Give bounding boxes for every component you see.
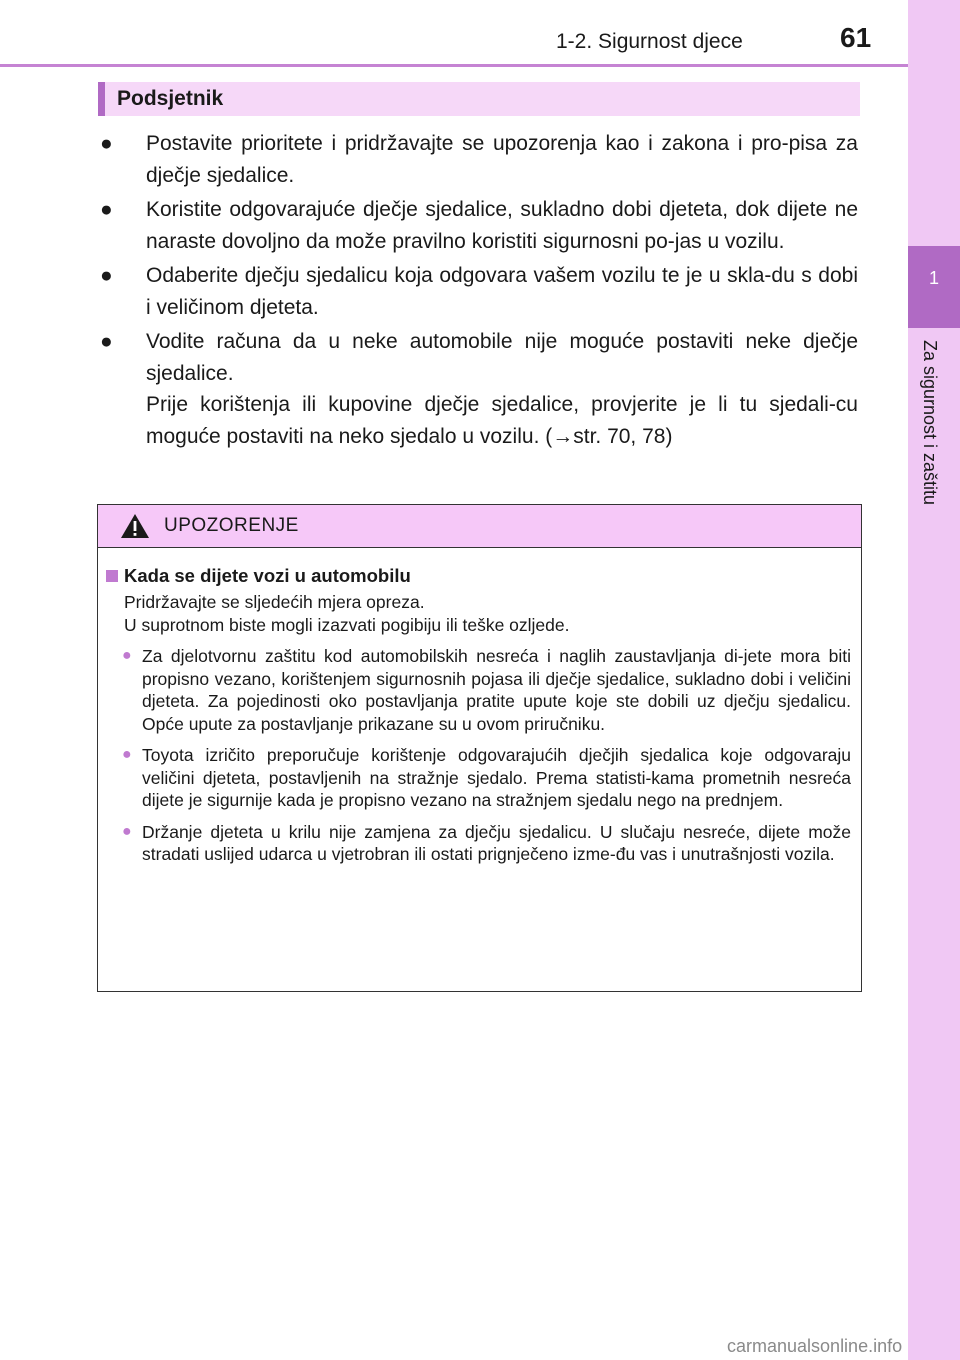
note-item-text-continued: Prije korištenja ili kupovine dječje sjedalice, provjerite je li tu sjedali-cu moguće postaviti na neko sjedalo u vozilu. (→str. 70, 78) xyxy=(146,393,858,448)
warning-subtitle-text: Kada se dijete vozi u automobilu xyxy=(124,565,411,586)
bullet-icon: ● xyxy=(100,198,113,221)
side-tab-label: Za sigurnost i zaštitu xyxy=(920,340,940,506)
bullet-icon: ● xyxy=(122,647,132,664)
footer-watermark: carmanualsonline.info xyxy=(727,1336,903,1356)
note-item xyxy=(98,128,858,191)
warning-item-text: Toyota izričito preporučuje korištenje odgovarajućih dječjih sjedalica koje odgovaraju veličini djeteta, postavljenih na stražnje sjedalo. Prema statisti-kama prometnih nesreća dijete je sigurnije kada je propisno vezano na stražnjem sjedalu nego na prednjem. xyxy=(142,745,851,810)
warning-box xyxy=(97,504,862,992)
section-title: 1-2. Sigurnost djece xyxy=(556,30,743,53)
side-tab-strip xyxy=(908,0,960,1360)
note-item xyxy=(98,326,858,452)
warning-item xyxy=(122,744,851,812)
note-item-text: Odaberite dječju sjedalicu koja odgovara vašem vozilu te je u skla-du s dobi i veličinom djeteta. xyxy=(146,264,858,319)
note-list xyxy=(98,128,858,455)
note-item xyxy=(98,194,858,257)
note-title: Podsjetnik xyxy=(117,87,224,110)
bullet-icon: ● xyxy=(100,264,113,287)
warning-item-text: Držanje djeteta u krilu nije zamjena za dječju sjedalicu. U slučaju nesreće, dijete može stradati uslijed udarca u vjetrobran ili ostati prignječeno izme-đu vas i unutrašnjosti vozila. xyxy=(142,821,851,864)
page-number: 61 xyxy=(840,22,872,53)
bullet-icon: ● xyxy=(100,330,113,353)
note-item-text: Postavite prioritete i pridržavajte se upozorenja kao i zakona i pro-pisa za dječje sjedalice. xyxy=(146,132,858,187)
warning-intro xyxy=(124,591,851,636)
bullet-icon: ● xyxy=(100,132,113,155)
warning-intro-line: Pridržavajte se sljedećih mjera opreza. xyxy=(124,592,425,612)
bullet-icon: ● xyxy=(122,822,132,840)
note-header xyxy=(98,82,860,116)
note-item xyxy=(98,260,858,323)
warning-triangle-icon xyxy=(120,513,150,539)
note-item-text: Koristite odgovarajuće dječje sjedalice, sukladno dobi djeteta, dok dijete ne naraste dovoljno da može pravilno koristiti sigurnosni po-jas u vozilu. xyxy=(146,198,858,253)
warning-item-text: Za djelotvornu zaštitu kod automobilskih nesreća i naglih zaustavljanja di-jete mora biti propisno vezano, korištenjem sigurnosnih pojasa ili dječje sjedalice, sukladno dobi i veličini djeteta. Za pojedinosti oko postavljanja pratite upute koje ste dobili uz dječju sjedalicu. Opće upute za postavljanje prikazane su u ovom priručniku. xyxy=(142,646,851,734)
warning-body xyxy=(98,548,861,866)
warning-item xyxy=(122,645,851,735)
note-item-text: Vodite računa da u neke automobile nije moguće postaviti neke dječje sjedalice. xyxy=(146,330,858,385)
warning-title: UPOZORENJE xyxy=(164,515,299,536)
warning-intro-line: U suprotnom biste mogli izazvati pogibiju ili teške ozljede. xyxy=(124,614,570,635)
warning-item xyxy=(122,821,851,866)
square-bullet-icon xyxy=(106,570,118,582)
header-rule xyxy=(0,64,908,67)
side-tab-number: 1 xyxy=(928,268,939,288)
bullet-icon: ● xyxy=(122,746,132,763)
warning-subtitle xyxy=(106,565,851,587)
warning-header xyxy=(98,505,861,548)
